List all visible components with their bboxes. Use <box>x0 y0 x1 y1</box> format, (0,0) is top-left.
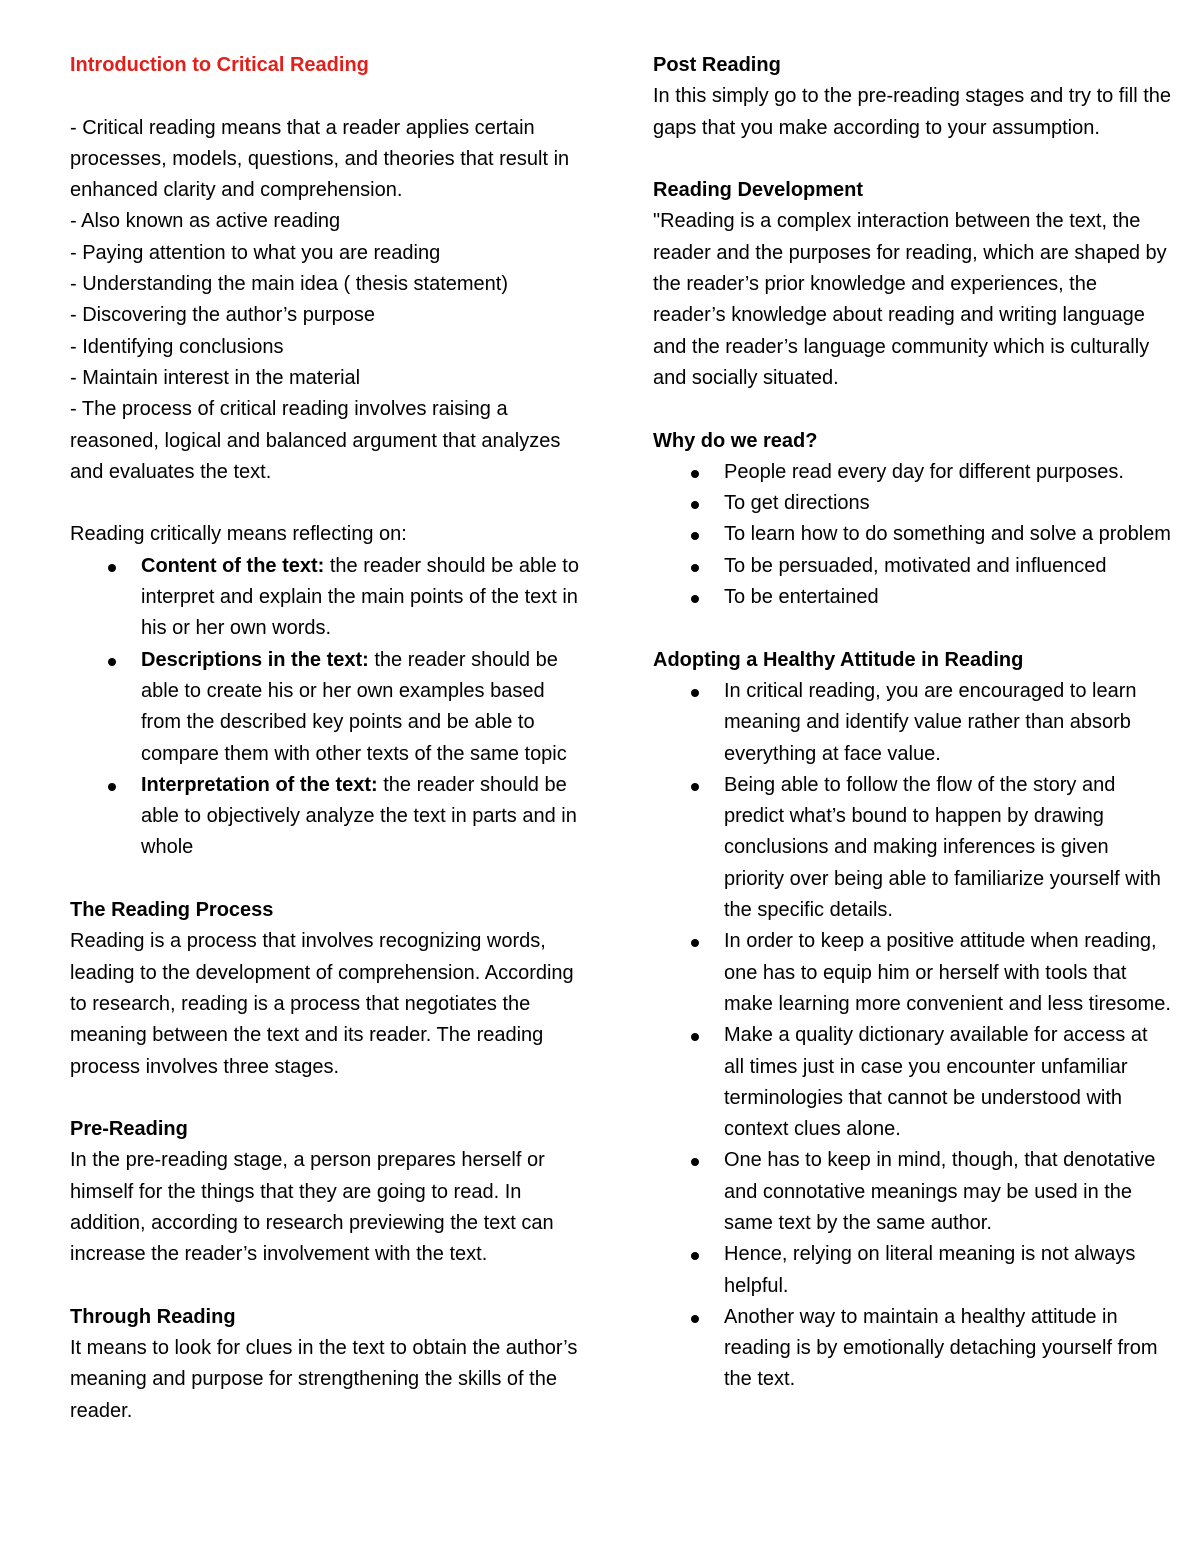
list-item-text: In order to keep a positive attitude when reading, one has to equip him or herself with tools that make learning more convenient and less tiresome. <box>724 930 1171 1015</box>
healthy-attitude-list <box>653 676 1173 1396</box>
intro-line: - Understanding the main idea ( thesis statement) <box>70 273 508 296</box>
intro-line: - Identifying conclusions <box>70 335 284 358</box>
list-item <box>653 1239 1173 1302</box>
section-body: In the pre-reading stage, a person prepares herself or himself for the things that they are going to read. In addition, according to research previewing the text can increase the reader’s involvement with the text. <box>70 1149 554 1266</box>
spacer <box>653 144 1173 175</box>
list-item-text: Being able to follow the flow of the story and predict what’s bound to happen by drawing conclusions and making inferences is given priority over being able to familiarize yourself with the specific details. <box>724 773 1161 922</box>
list-item-text: In critical reading, you are encouraged to learn meaning and identify value rather than absorb everything at face value. <box>724 679 1137 765</box>
spacer <box>70 864 590 895</box>
list-item-text: Make a quality dictionary available for access at all times just in case you encounter unfamiliar terminologies that cannot be understood with context clues alone. <box>724 1024 1148 1141</box>
list-item <box>653 926 1173 1020</box>
list-item <box>653 582 1173 613</box>
section-heading: Through Reading <box>70 1305 236 1328</box>
list-item-text: To get directions <box>724 492 870 515</box>
list-item-text: To be entertained <box>724 586 879 609</box>
list-item-text: Hence, relying on literal meaning is not always helpful. <box>724 1243 1136 1297</box>
section-heading: Reading Development <box>653 179 864 202</box>
spacer <box>70 1271 590 1302</box>
section-body: Reading is a process that involves recognizing words, leading to the development of comprehension. According to research, reading is a process that negotiates the meaning between the text and its reader. The reading process involves three stages. <box>70 930 574 1078</box>
intro-line: - Critical reading means that a reader applies certain processes, models, questions, and theories that result in enhanced clarity and comprehension. <box>70 116 570 202</box>
section-body: "Reading is a complex interaction between the text, the reader and the purposes for reading, which are shaped by the reader’s prior knowledge and experiences, the reader’s knowledge about reading and writing language and the reader’s language community which is culturally and socially situated. <box>653 210 1167 389</box>
intro-line: - Also known as active reading <box>70 210 341 233</box>
section-heading: Adopting a Healthy Attitude in Reading <box>653 648 1024 671</box>
spacer <box>70 488 590 519</box>
section-heading: Pre-Reading <box>70 1118 188 1141</box>
list-item <box>70 770 590 864</box>
section-heading: The Reading Process <box>70 899 274 922</box>
list-item <box>653 770 1173 926</box>
list-item-term: Descriptions in the text: <box>141 648 369 671</box>
list-item-text: To be persuaded, motivated and influenced <box>724 554 1107 577</box>
intro-line: - Maintain interest in the material <box>70 366 361 389</box>
left-column <box>70 50 590 1427</box>
section-body: It means to look for clues in the text to obtain the author’s meaning and purpose for strengthening the skills of the reader. <box>70 1337 578 1422</box>
why-read-list <box>653 457 1173 613</box>
intro-line: - Paying attention to what you are reading <box>70 241 441 264</box>
list-item <box>653 457 1173 488</box>
reflecting-intro: Reading critically means reflecting on: <box>70 523 407 546</box>
list-item-term: Interpretation of the text: <box>141 773 378 796</box>
spacer <box>70 81 590 112</box>
list-item-text: the reader should be able to interpret and explain the main points of the text in his or her own words. <box>141 554 579 640</box>
list-item-text: the reader should be able to objectively analyze the text in parts and in whole <box>141 773 577 859</box>
spacer <box>653 613 1173 644</box>
list-item <box>653 1020 1173 1145</box>
list-item <box>653 676 1173 770</box>
spacer <box>70 1083 590 1114</box>
list-item-term: Content of the text: <box>141 554 325 577</box>
list-item <box>653 551 1173 582</box>
document-title: Introduction to Critical Reading <box>70 54 369 76</box>
list-item-text: Another way to maintain a healthy attitude in reading is by emotionally detaching yourself from the text. <box>724 1305 1158 1391</box>
spacer <box>653 394 1173 425</box>
list-item <box>653 1145 1173 1239</box>
list-item <box>653 488 1173 519</box>
intro-line: - Discovering the author’s purpose <box>70 304 375 327</box>
list-item-text: People read every day for different purposes. <box>724 460 1124 483</box>
section-heading: Post Reading <box>653 54 781 76</box>
section-heading: Why do we read? <box>653 429 818 452</box>
right-column <box>653 50 1173 1396</box>
reflecting-list <box>70 551 590 864</box>
list-item <box>653 519 1173 550</box>
list-item-text: To learn how to do something and solve a problem <box>724 523 1171 546</box>
section-body: In this simply go to the pre-reading stages and try to fill the gaps that you make according to your assumption. <box>653 85 1172 139</box>
list-item-text: the reader should be able to create his or her own examples based from the described key points and be able to compare them with other texts of the same topic <box>141 648 567 765</box>
list-item <box>70 551 590 645</box>
list-item <box>653 1302 1173 1396</box>
list-item <box>70 645 590 770</box>
intro-line: - The process of critical reading involves raising a reasoned, logical and balanced argument that analyzes and evaluates the text. <box>70 398 561 483</box>
list-item-text: One has to keep in mind, though, that denotative and connotative meanings may be used in the same text by the same author. <box>724 1149 1156 1234</box>
